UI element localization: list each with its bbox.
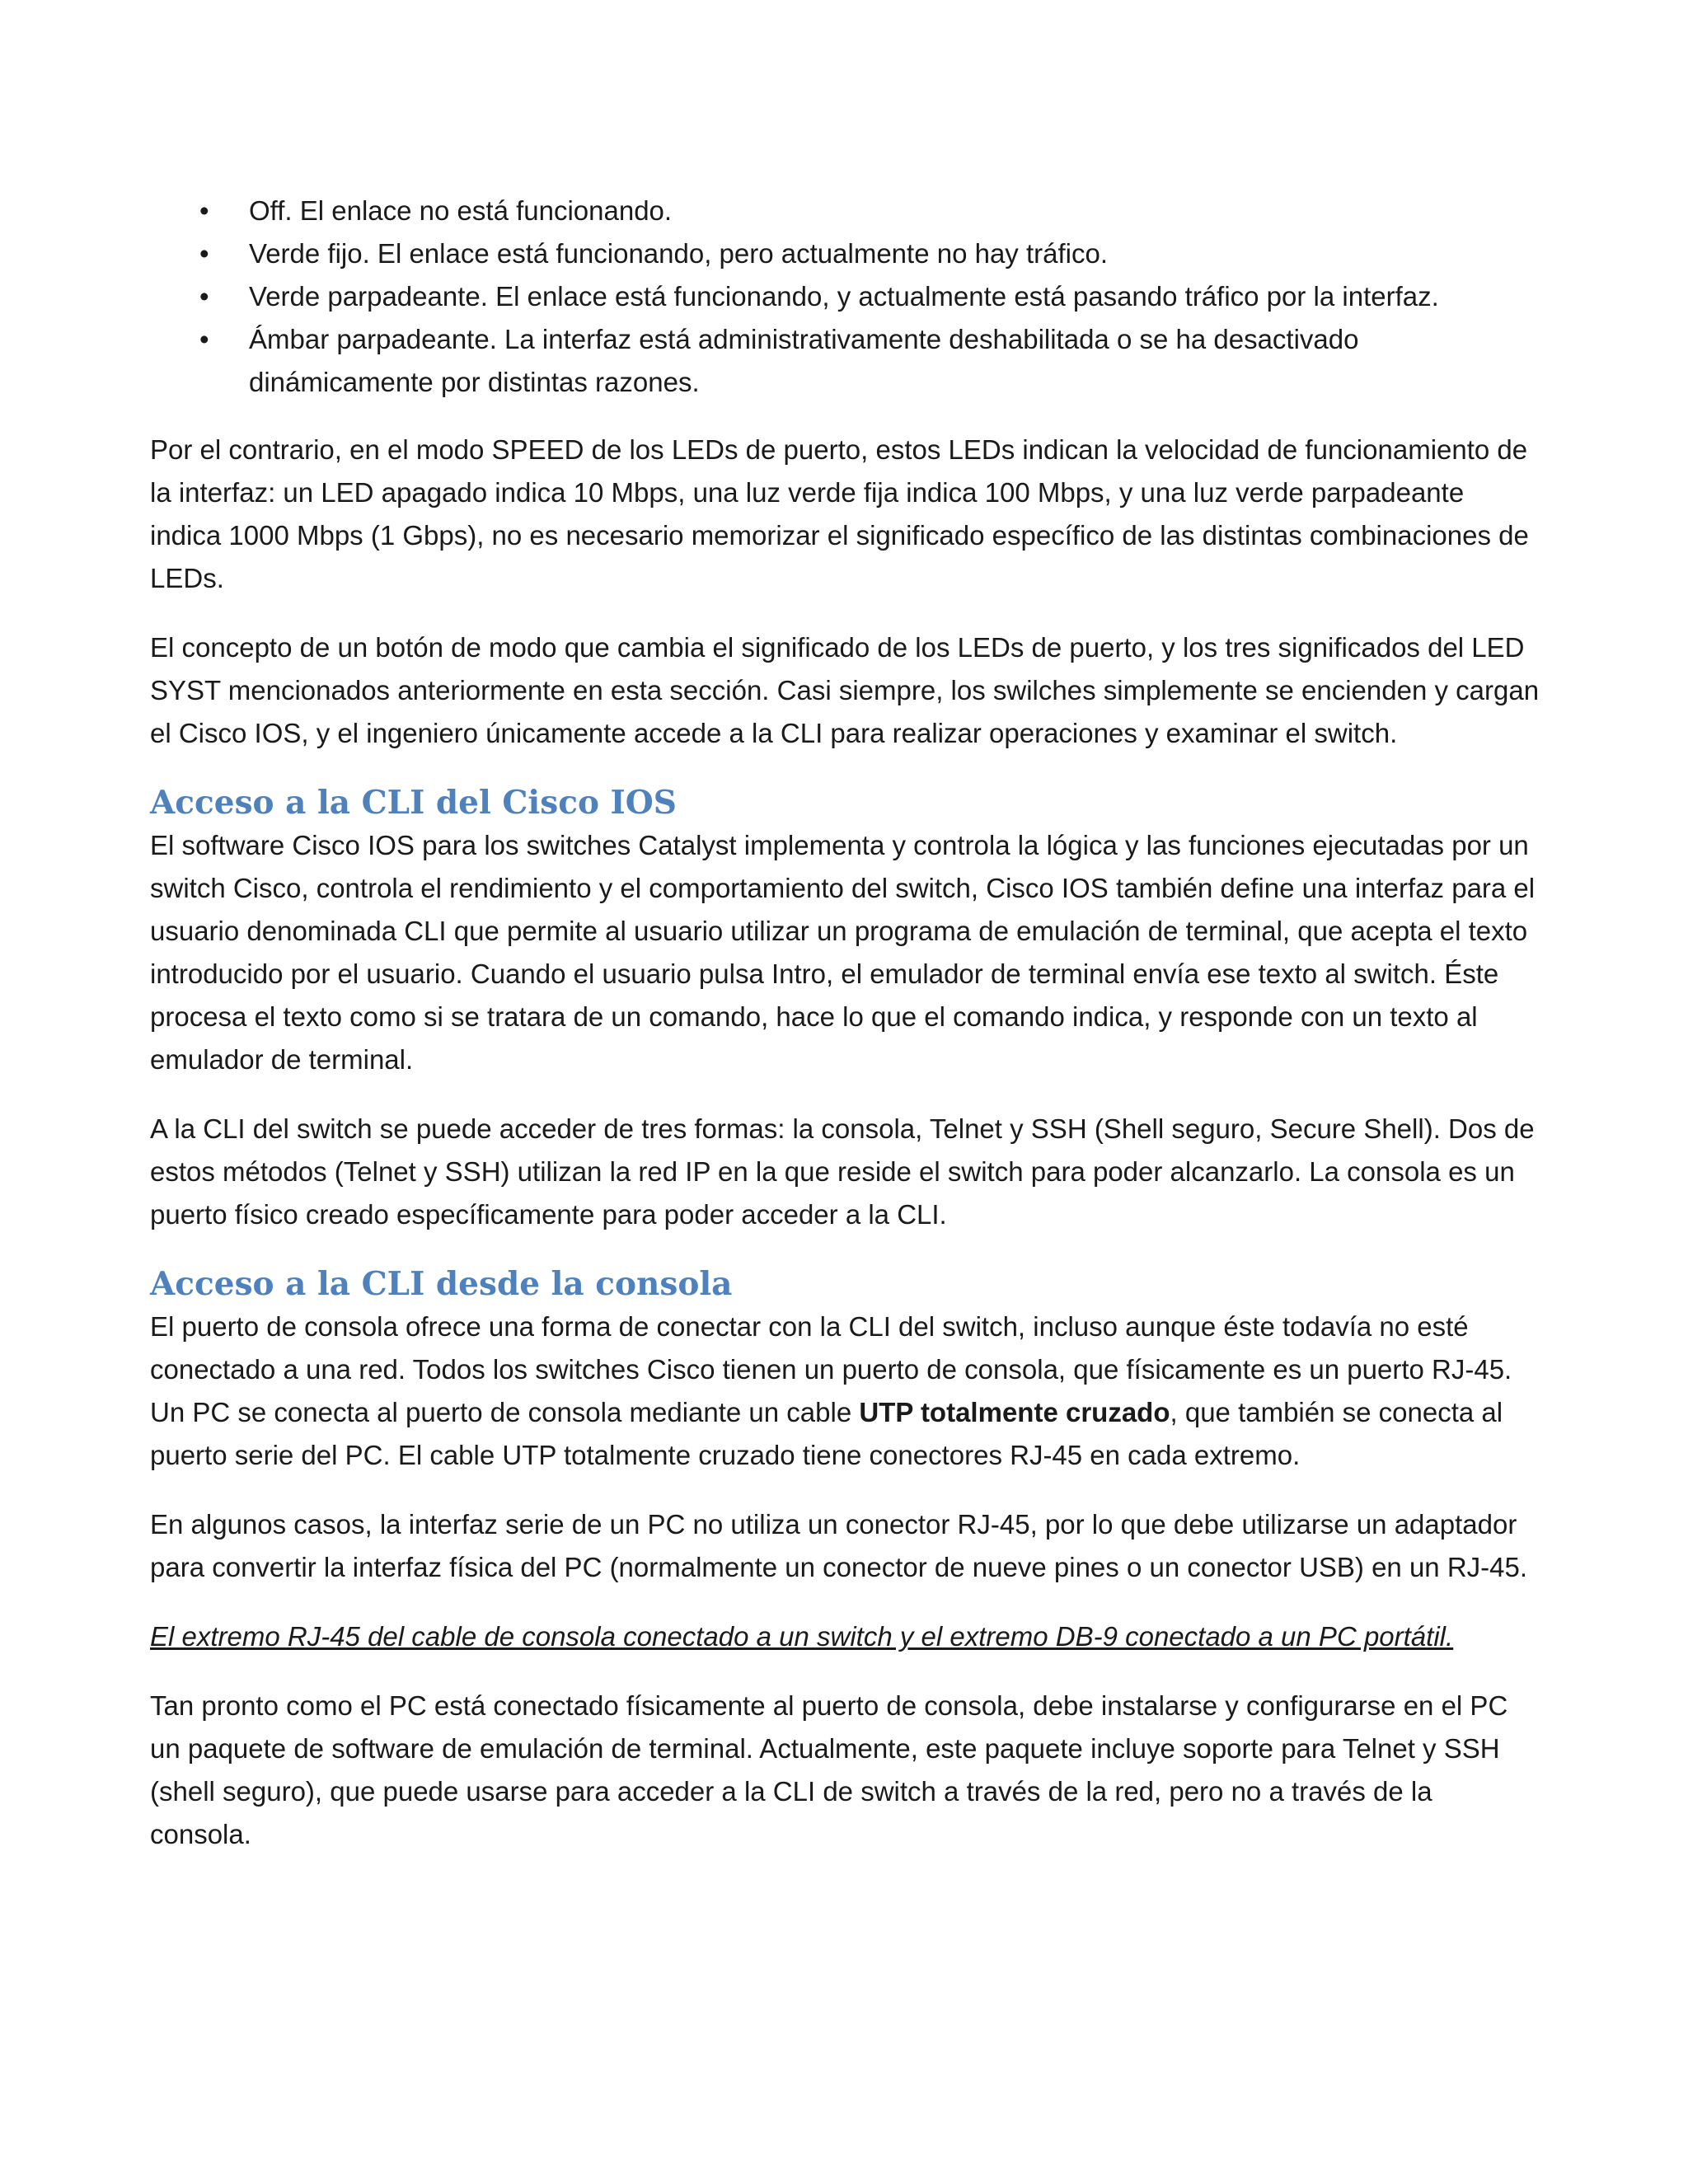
list-item [150, 318, 1540, 404]
paragraph-console-port-text-before: El puerto de consola ofrece una forma de conectar con la CLI del switch, incluso aunque éste todavía no esté conectado a una red. Todos los switches Cisco tienen un puerto de consola, que físicamente es un puerto RJ-45. Un PC se conecta al puerto de consola mediante un cable [150, 1311, 1512, 1427]
bullet-icon: • [199, 238, 209, 269]
list-item-text: Off. El enlace no está funcionando. [249, 195, 673, 226]
list-item-text: Ámbar parpadeante. La interfaz está administrativamente deshabilitada o se ha desactivado dinámicamente por distintas razones. [249, 324, 1359, 397]
list-item [150, 190, 1540, 232]
list-item-text: Verde fijo. El enlace está funcionando, pero actualmente no hay tráfico. [249, 238, 1108, 269]
paragraph-console-port [150, 1305, 1540, 1477]
section-heading-console-access: Acceso a la CLI desde la consola [150, 1265, 733, 1303]
paragraph-console-port-text-after: , que también se conecta al puerto serie del PC. El cable UTP totalmente cruzado tiene conectores RJ-45 en cada extremo. [150, 1397, 1503, 1470]
paragraph-access-methods: A la CLI del switch se puede acceder de tres formas: la consola, Telnet y SSH (Shell seguro, Secure Shell). Dos de estos métodos (Telnet y SSH) utilizan la red IP en la que reside el switch para poder alcanzarlo. La consola es un puerto físico creado específicamente para poder acceder a la CLI. [150, 1113, 1535, 1230]
figure-caption: El extremo RJ-45 del cable de consola conectado a un switch y el extremo DB-9 conectado a un PC portátil. [150, 1621, 1454, 1652]
paragraph-console-port-bold: UTP totalmente cruzado [859, 1397, 1170, 1427]
paragraph-terminal-emulation: Tan pronto como el PC está conectado físicamente al puerto de consola, debe instalarse y configurarse en el PC un paquete de software de emulación de terminal. Actualmente, este paquete incluye soporte para Telnet y SSH (shell seguro), que puede usarse para acceder a la CLI de switch a través de la red, pero no a través de la consola. [150, 1690, 1508, 1849]
led-status-list [150, 190, 1540, 404]
paragraph-adapter: En algunos casos, la interfaz serie de un PC no utiliza un conector RJ-45, por lo que debe utilizarse un adaptador para convertir la interfaz física del PC (normalmente un conector de nueve pines o un conector USB) en un RJ-45. [150, 1509, 1528, 1582]
bullet-icon: • [199, 324, 209, 354]
list-item [150, 232, 1540, 275]
bullet-icon: • [199, 195, 209, 226]
paragraph-speed-mode: Por el contrario, en el modo SPEED de los LEDs de puerto, estos LEDs indican la velocidad de funcionamiento de la interfaz: un LED apagado indica 10 Mbps, una luz verde fija indica 100 Mbps, y una luz verde parpadeante indica 1000 Mbps (1 Gbps), no es necesario memorizar el significado específico de las distintas combinaciones de LEDs. [150, 434, 1529, 593]
paragraph-mode-button: El concepto de un botón de modo que cambia el significado de los LEDs de puerto, y los tres significados del LED SYST mencionados anteriormente en esta sección. Casi siempre, los swilches simplemente se encienden y cargan el Cisco IOS, y el ingeniero únicamente accede a la CLI para realizar operaciones y examinar el switch. [150, 632, 1540, 748]
bullet-icon: • [199, 281, 209, 312]
section-heading-cli-access: Acceso a la CLI del Cisco IOS [150, 784, 677, 822]
paragraph-cisco-ios: El software Cisco IOS para los switches Catalyst implementa y controla la lógica y las funciones ejecutadas por un switch Cisco, controla el rendimiento y el comportamiento del switch, Cisco IOS también define una interfaz para el usuario denominada CLI que permite al usuario utilizar un programa de emulación de terminal, que acepta el texto introducido por el usuario. Cuando el usuario pulsa Intro, el emulador de terminal envía ese texto al switch. Éste procesa el texto como si se tratara de un comando, hace lo que el comando indica, y responde con un texto al emulador de terminal. [150, 830, 1536, 1075]
list-item-text: Verde parpadeante. El enlace está funcionando, y actualmente está pasando tráfico por la interfaz. [249, 281, 1439, 312]
list-item [150, 275, 1540, 318]
